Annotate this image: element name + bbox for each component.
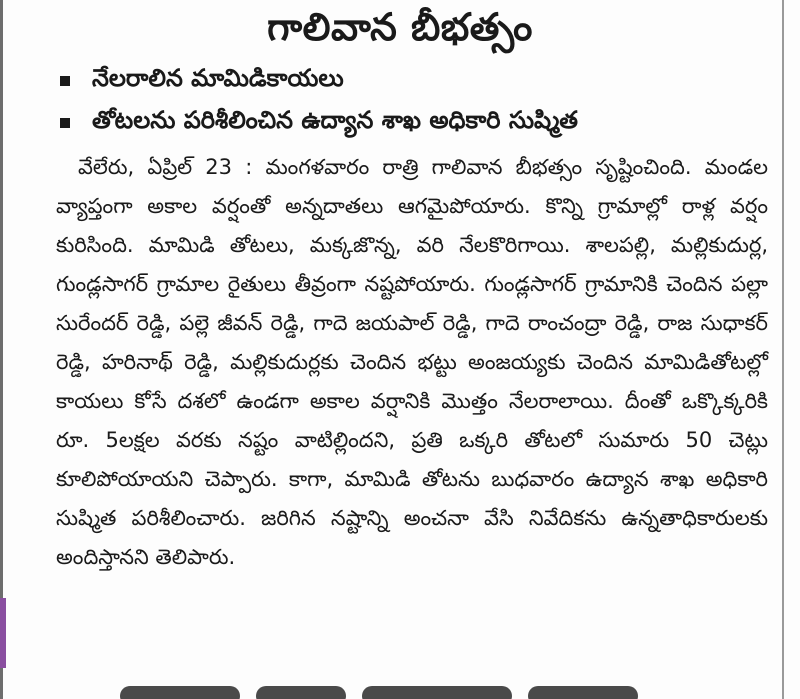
left-color-accent bbox=[0, 598, 6, 668]
subheading-item bbox=[60, 60, 780, 102]
article-body: వేలేరు, ఏప్రిల్ 23 : మంగళవారం రాత్రి గాలివాన బీభత్సం సృష్టించింది. మండల వ్యాప్తంగా అకాల వర్షంతో అన్నదాతలు ఆగమైపోయారు. కొన్ని గ్రామాల్లో రాళ్ల వర్షం కురిసింది. మామిడి తోటలు, మక్కజొన్న, వరి నేలకొరిగాయి. శాలపల్లి, మల్లికుదుర్ల, గుండ్లసాగర్ గ్రామాల రైతులు తీవ్రంగా నష్టపోయారు. గుండ్లసాగర్ గ్రామానికి చెందిన పల్లా సురేందర్ రెడ్డి, పల్లె జీవన్ రెడ్డి, గాదె జయపాల్ రెడ్డి, గాదె రాంచంద్రా రెడ్డి, రాజ సుధాకర్ రెడ్డి, హరినాథ్ రెడ్డి, మల్లికుదుర్లకు చెందిన భట్టు అంజయ్యకు చెందిన మామిడితోటల్లో కాయలు కోసే దశలో ఉండగా అకాల వర్షానికి మొత్తం నేలరాలాయి. దీంతో ఒక్కొక్కరికి రూ. 5లక్షల వరకు నష్టం వాటిల్లిందని, ప్రతి ఒక్కరి తోటలో సుమారు 50 చెట్లు కూలిపోయాయని చెప్పారు. కాగా, మామిడి తోటను బుధవారం ఉద్యాన శాఖ అధికారి సుష్మిత పరిశీలించారు. జరిగిన నష్టాన్ని అంచనా వేసి నివేదికను ఉన్నతాధికారులకు అందిస్తానని తెలిపారు. bbox=[56, 155, 768, 569]
left-column-rule bbox=[0, 0, 3, 699]
square-bullet-icon bbox=[60, 118, 70, 128]
right-column-rule bbox=[782, 0, 784, 699]
next-headline-cutoff bbox=[120, 686, 680, 699]
article-headline: గాలివాన బీభత్సం bbox=[267, 5, 533, 49]
square-bullet-icon bbox=[60, 76, 70, 86]
subheading-item bbox=[60, 102, 780, 144]
subheading-text: నేలరాలిన మామిడికాయలు bbox=[92, 64, 344, 92]
subheading-list bbox=[60, 60, 780, 144]
subheading-text: తోటలను పరిశీలించిన ఉద్యాన శాఖ అధికారి సుష్మిత bbox=[92, 106, 578, 134]
